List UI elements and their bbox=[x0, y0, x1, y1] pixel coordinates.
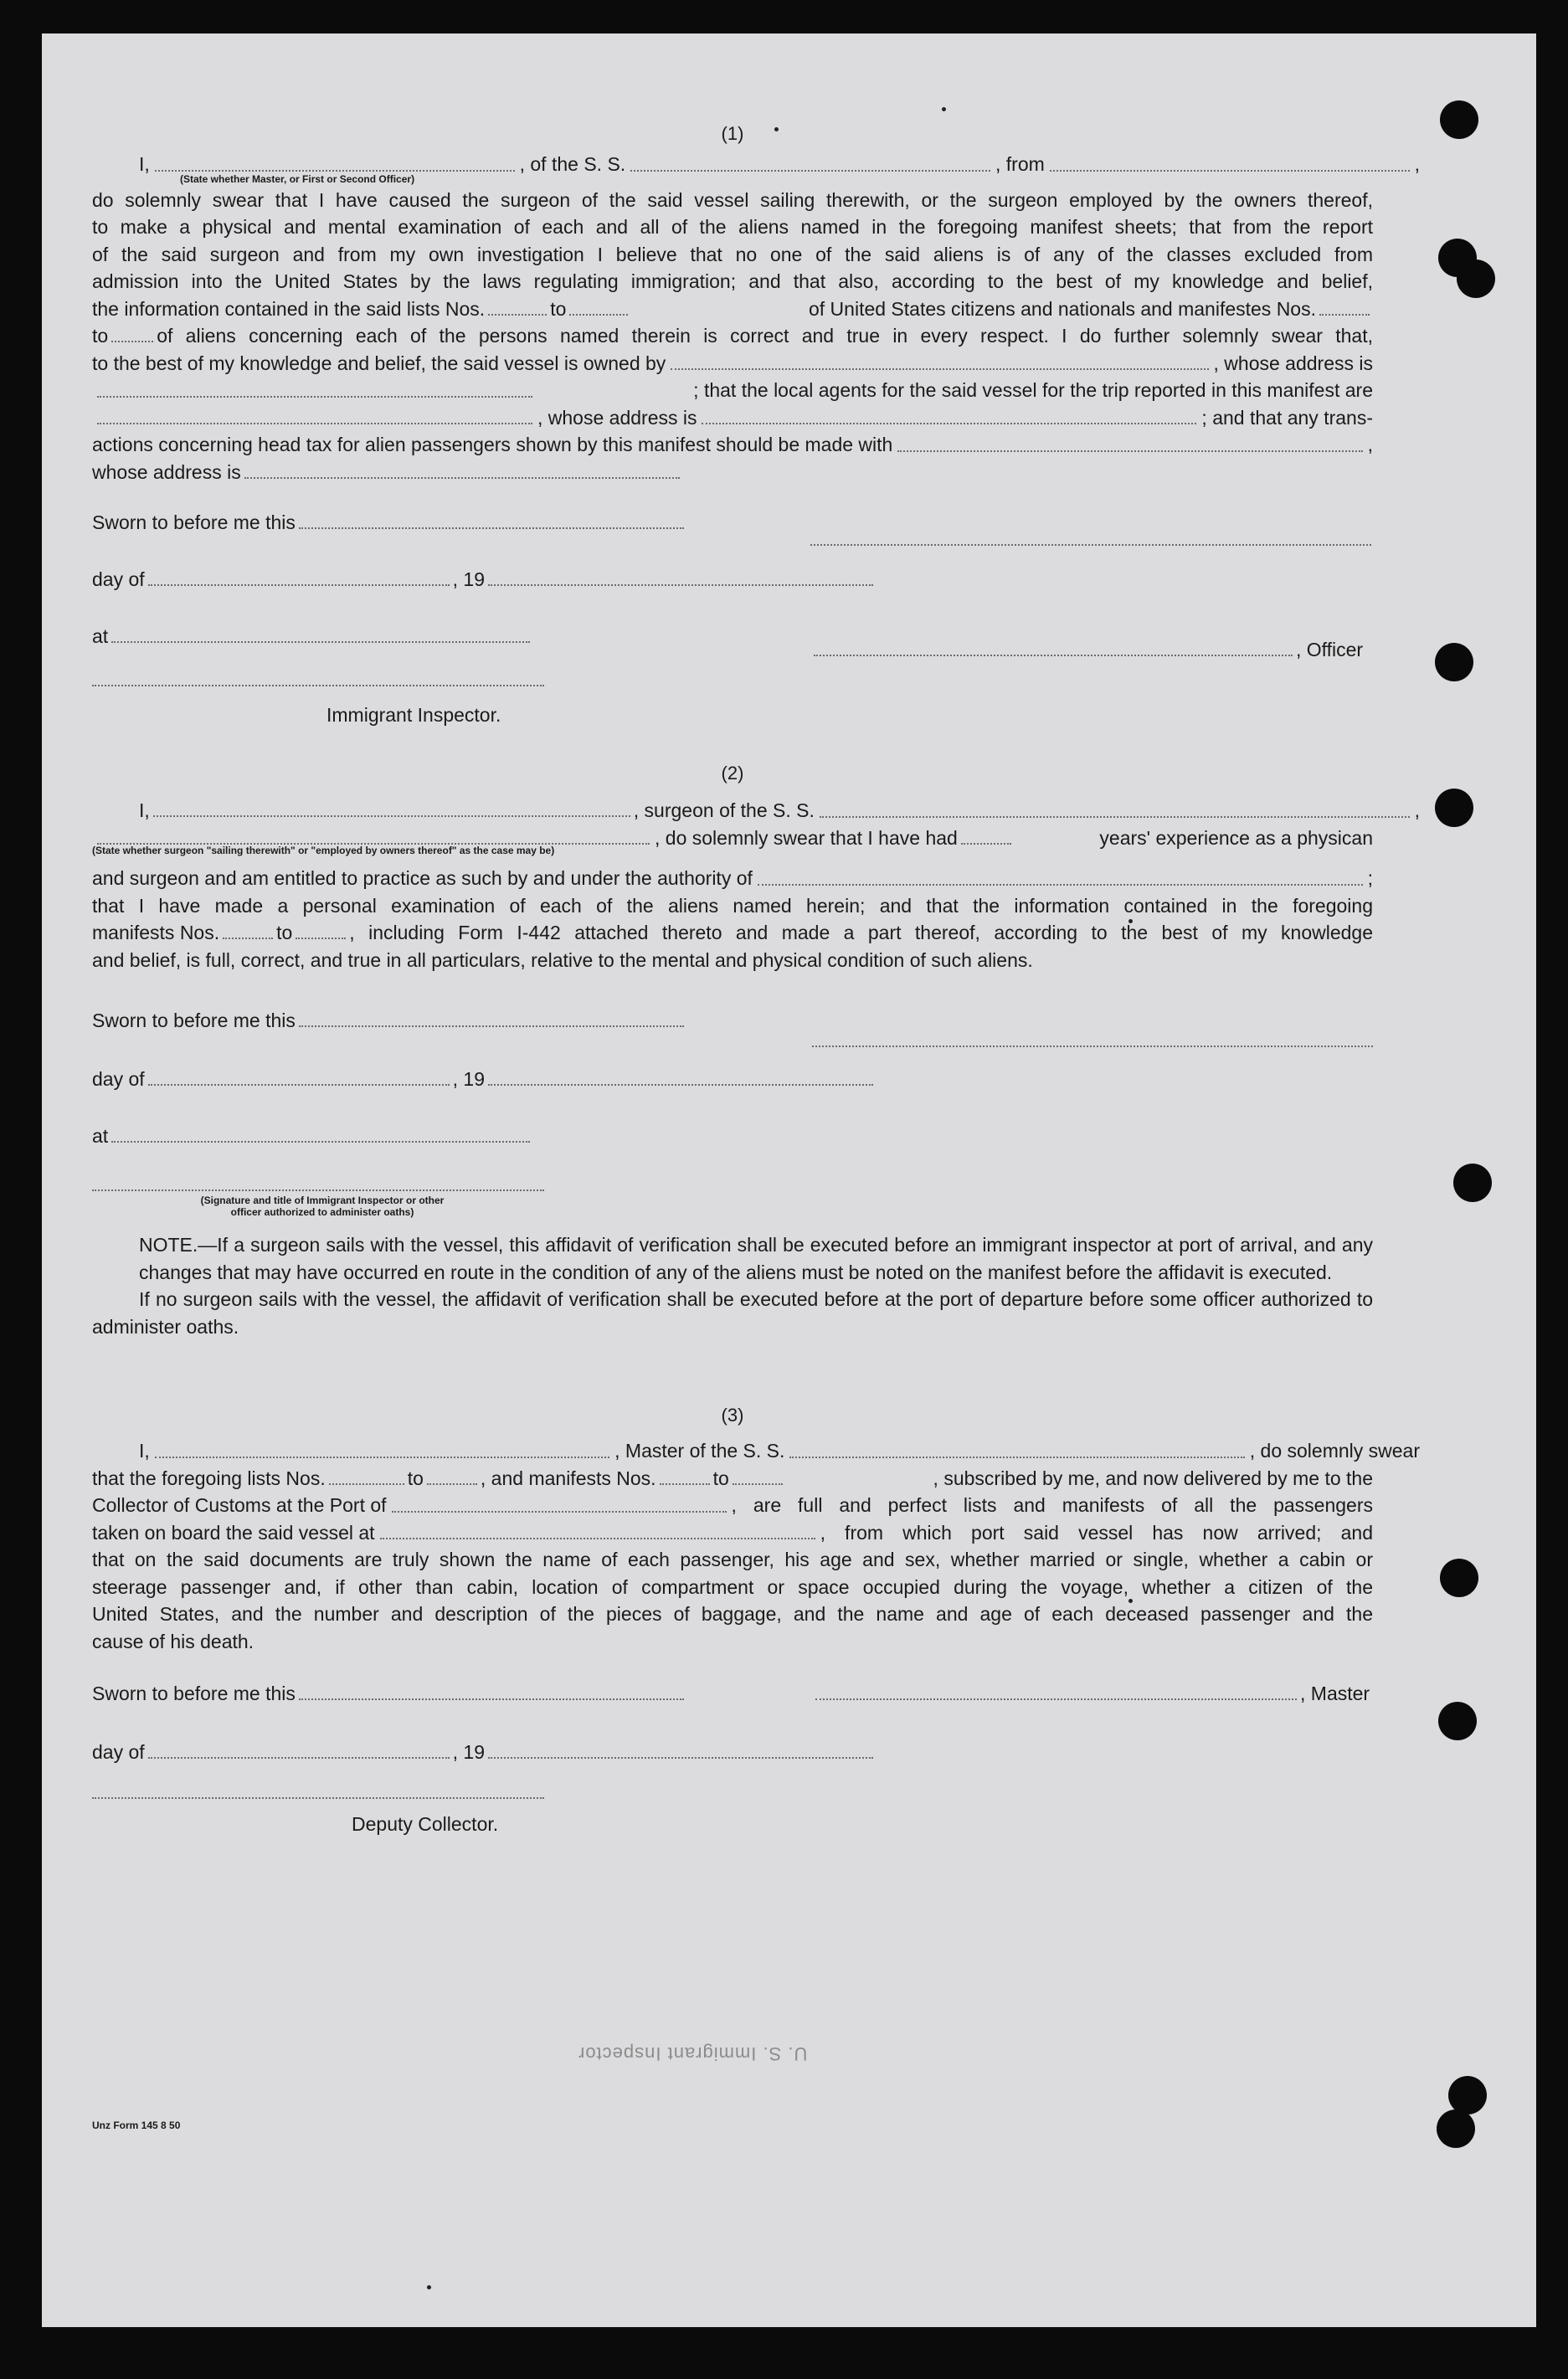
s3-taken-line: taken on board the said vessel at , from which port said vessel has now arrived; and bbox=[92, 1521, 1373, 1544]
s1-year-blank[interactable] bbox=[488, 584, 873, 586]
section-3-number: (3) bbox=[721, 1405, 744, 1426]
section-2-number: (2) bbox=[721, 763, 744, 784]
s1-para-line: admission into the United States by the laws regulating immigration; and that also, according to the best of my knowledge and belief, bbox=[92, 270, 1373, 292]
s3-day-of-blank[interactable] bbox=[148, 1757, 450, 1759]
section-1-number: (1) bbox=[721, 123, 744, 144]
s2-sworn-day-blank[interactable] bbox=[299, 1025, 684, 1027]
s3-para-line: United States, and the number and description of the pieces of baggage, and the name and age of each deceased passenger and the bbox=[92, 1603, 1373, 1625]
s3-collector-line[interactable] bbox=[92, 1797, 544, 1799]
punch-hole bbox=[1440, 1559, 1478, 1597]
s3-lists-line: that the foregoing lists Nos. to , and manifests Nos. to , subscribed by me, and now delivered by me to the bbox=[92, 1467, 1373, 1489]
note-paragraph: If no surgeon sails with the vessel, the affidavit of verification shall be executed before at the port of departure before some officer authorized to administer oaths. bbox=[92, 1288, 1373, 1338]
s3-vessel-blank[interactable] bbox=[789, 1457, 1244, 1458]
manifest-to-blank[interactable] bbox=[111, 341, 153, 342]
s2-inspector-line[interactable] bbox=[92, 1190, 544, 1191]
s3-para-line: that on the said documents are truly shown the name of each passenger, his age and sex, whether married or single, whether a cabin or bbox=[92, 1549, 1373, 1570]
s3-list-from-blank[interactable] bbox=[329, 1483, 404, 1485]
s2-manifest-from-blank[interactable] bbox=[223, 938, 273, 939]
s1-para-line: to make a physical and mental examination of each and all of the aliens named in the foregoing manifest sheets; that from the report bbox=[92, 216, 1373, 238]
manifest-no-blank[interactable] bbox=[1319, 314, 1370, 316]
s1-agents-address-line: , whose address is ; and that any trans- bbox=[92, 404, 1373, 432]
punch-hole bbox=[1453, 1164, 1492, 1202]
agents-blank[interactable] bbox=[97, 423, 532, 424]
s2-signature-block: Sworn to before me this day of , 19 at (Signature and title of Immigrant Inspector or other officer authorized to administer oaths) bbox=[92, 974, 1373, 1208]
reversed-stamp: U. S. Immigrant Inspector bbox=[578, 2043, 808, 2064]
s3-year-blank[interactable] bbox=[488, 1757, 873, 1759]
years-blank[interactable] bbox=[961, 843, 1011, 845]
surgeon-note: (State whether surgeon "sailing therewith" or "employed by owners thereof" as the case may be) bbox=[92, 845, 555, 856]
s2-authority-line: and surgeon and am entitled to practice as such by and under the authority of ; bbox=[92, 867, 1373, 889]
punch-hole bbox=[1437, 2109, 1475, 2148]
s2-line-2: , do solemnly swear that I have had years' experience as a physican bbox=[92, 825, 1373, 852]
master-name-blank[interactable] bbox=[155, 1457, 609, 1458]
s3-manifest-from-blank[interactable] bbox=[660, 1483, 710, 1485]
s2-at-blank[interactable] bbox=[111, 1141, 530, 1143]
s1-address-line: whose address is bbox=[92, 459, 1373, 486]
s1-signature-block: Sworn to before me this day of , 19 at , Officer Immigrant Inspector. bbox=[92, 486, 1373, 737]
officer-note: (State whether Master, or First or Second Officer) bbox=[180, 172, 415, 185]
s1-officer-blank[interactable] bbox=[814, 655, 1293, 656]
headtax-address-blank[interactable] bbox=[244, 477, 680, 479]
speck bbox=[427, 2285, 431, 2289]
note-paragraph: NOTE.—If a surgeon sails with the vessel, this affidavit of verification shall be executed before an immigrant inspector at port of arrival, and any changes that may have occurred en route in the condition of any of the aliens must be noted on the manifest before the affidavit is executed. bbox=[139, 1234, 1373, 1283]
deputy-collector-label: Deputy Collector. bbox=[352, 1813, 499, 1835]
s2-vessel-blank[interactable] bbox=[820, 816, 1410, 818]
s3-list-to-blank[interactable] bbox=[427, 1483, 477, 1485]
s2-day-of-blank[interactable] bbox=[148, 1084, 450, 1086]
agents-address-blank[interactable] bbox=[702, 423, 1196, 424]
s2-line-1: I, , surgeon of the S. S. , bbox=[139, 799, 1420, 821]
s1-para-line: of the said surgeon and from my own investigation I believe that no one of the said aliens is of any of the classes excluded from bbox=[92, 243, 1373, 265]
s2-manifests-line: manifests Nos. to , including Form I-442 attached thereto and made a part thereof, according to the best of my knowledge bbox=[92, 922, 1373, 943]
authority-blank[interactable] bbox=[758, 884, 1363, 886]
s3-manifest-to-blank[interactable] bbox=[733, 1483, 783, 1485]
s3-para-line: cause of his death. bbox=[92, 1630, 254, 1652]
vessel-name-blank[interactable] bbox=[630, 170, 990, 172]
s1-aliens-line: to of aliens concerning each of the persons named therein is correct and true in every respect. I do further solemnly swear that, bbox=[92, 325, 1373, 347]
immigrant-inspector-label: Immigrant Inspector. bbox=[326, 704, 501, 726]
headtax-contact-blank[interactable] bbox=[897, 450, 1362, 452]
officer-name-blank[interactable] bbox=[155, 170, 515, 172]
s3-para-line: steerage passenger and, if other than cabin, location of compartment or space occupied during the voyage, whether a citizen of the bbox=[92, 1575, 1373, 1598]
s1-owner-line: to the best of my knowledge and belief, the said vessel is owned by , whose address is bbox=[92, 352, 1373, 374]
s2-para-line: and belief, is full, correct, and true in all particulars, relative to the mental and physical condition of such aliens. bbox=[92, 948, 1033, 971]
owner-address-blank[interactable] bbox=[97, 396, 532, 398]
s1-day-of-blank[interactable] bbox=[148, 584, 450, 586]
s1-para-line: do solemnly swear that I have caused the surgeon of the said vessel sailing therewith, or the surgeon employed by the owners thereof, bbox=[92, 188, 1373, 211]
port-blank[interactable] bbox=[392, 1511, 727, 1513]
list-no-from-blank[interactable] bbox=[488, 314, 547, 316]
s3-signature-block: Sworn to before me this , Master day of , 19 Deputy Collector. bbox=[92, 1655, 1373, 1839]
s1-inspector-line[interactable] bbox=[92, 685, 544, 686]
owner-blank[interactable] bbox=[671, 368, 1208, 370]
surgeon-name-blank[interactable] bbox=[153, 815, 630, 817]
s1-at-blank[interactable] bbox=[111, 641, 530, 643]
s2-para-line: that I have made a personal examination of each of the aliens named herein; and that the information contained in the foregoing bbox=[92, 894, 1373, 917]
affidavit-form bbox=[92, 117, 1421, 1839]
note-block bbox=[92, 1231, 1373, 1340]
from-port-blank[interactable] bbox=[1050, 170, 1410, 172]
form-number: Unz Form 145 8 50 bbox=[92, 2120, 181, 2131]
s3-master-blank[interactable] bbox=[815, 1698, 1297, 1700]
embark-port-blank[interactable] bbox=[380, 1538, 815, 1539]
punch-hole bbox=[1435, 643, 1473, 681]
s1-sworn-day-blank[interactable] bbox=[299, 527, 684, 529]
document-page bbox=[42, 33, 1536, 2327]
s1-agents-line: ; that the local agents for the said vessel for the trip reported in this manifest are bbox=[92, 377, 1373, 404]
speck bbox=[942, 107, 946, 111]
punch-hole bbox=[1457, 259, 1495, 298]
punch-hole bbox=[1440, 100, 1478, 139]
s3-port-line: Collector of Customs at the Port of , are full and perfect lists and manifests of all the passengers bbox=[92, 1494, 1373, 1516]
s2-sig-note: (Signature and title of Immigrant Inspector or other officer authorized to administer oaths) bbox=[200, 1195, 445, 1218]
punch-hole bbox=[1438, 1702, 1477, 1740]
s1-line-1: I, , of the S. S. , from , bbox=[139, 153, 1421, 175]
s2-year-blank[interactable] bbox=[488, 1084, 873, 1086]
punch-hole bbox=[1435, 789, 1473, 827]
s2-manifest-to-blank[interactable] bbox=[296, 938, 346, 939]
s2-signature-line[interactable] bbox=[812, 1046, 1373, 1047]
s1-lists-line: the information contained in the said lists Nos. to of United States citizens and nationals and manifestes Nos. bbox=[92, 295, 1373, 323]
s3-line-1: I, , Master of the S. S. , do solemnly swear bbox=[139, 1440, 1420, 1462]
s1-signature-line[interactable] bbox=[810, 544, 1371, 546]
list-no-to-blank[interactable] bbox=[569, 314, 628, 316]
s3-sworn-day-blank[interactable] bbox=[299, 1698, 684, 1700]
s1-headtax-line: actions concerning head tax for alien passengers shown by this manifest should be made with , bbox=[92, 434, 1373, 455]
